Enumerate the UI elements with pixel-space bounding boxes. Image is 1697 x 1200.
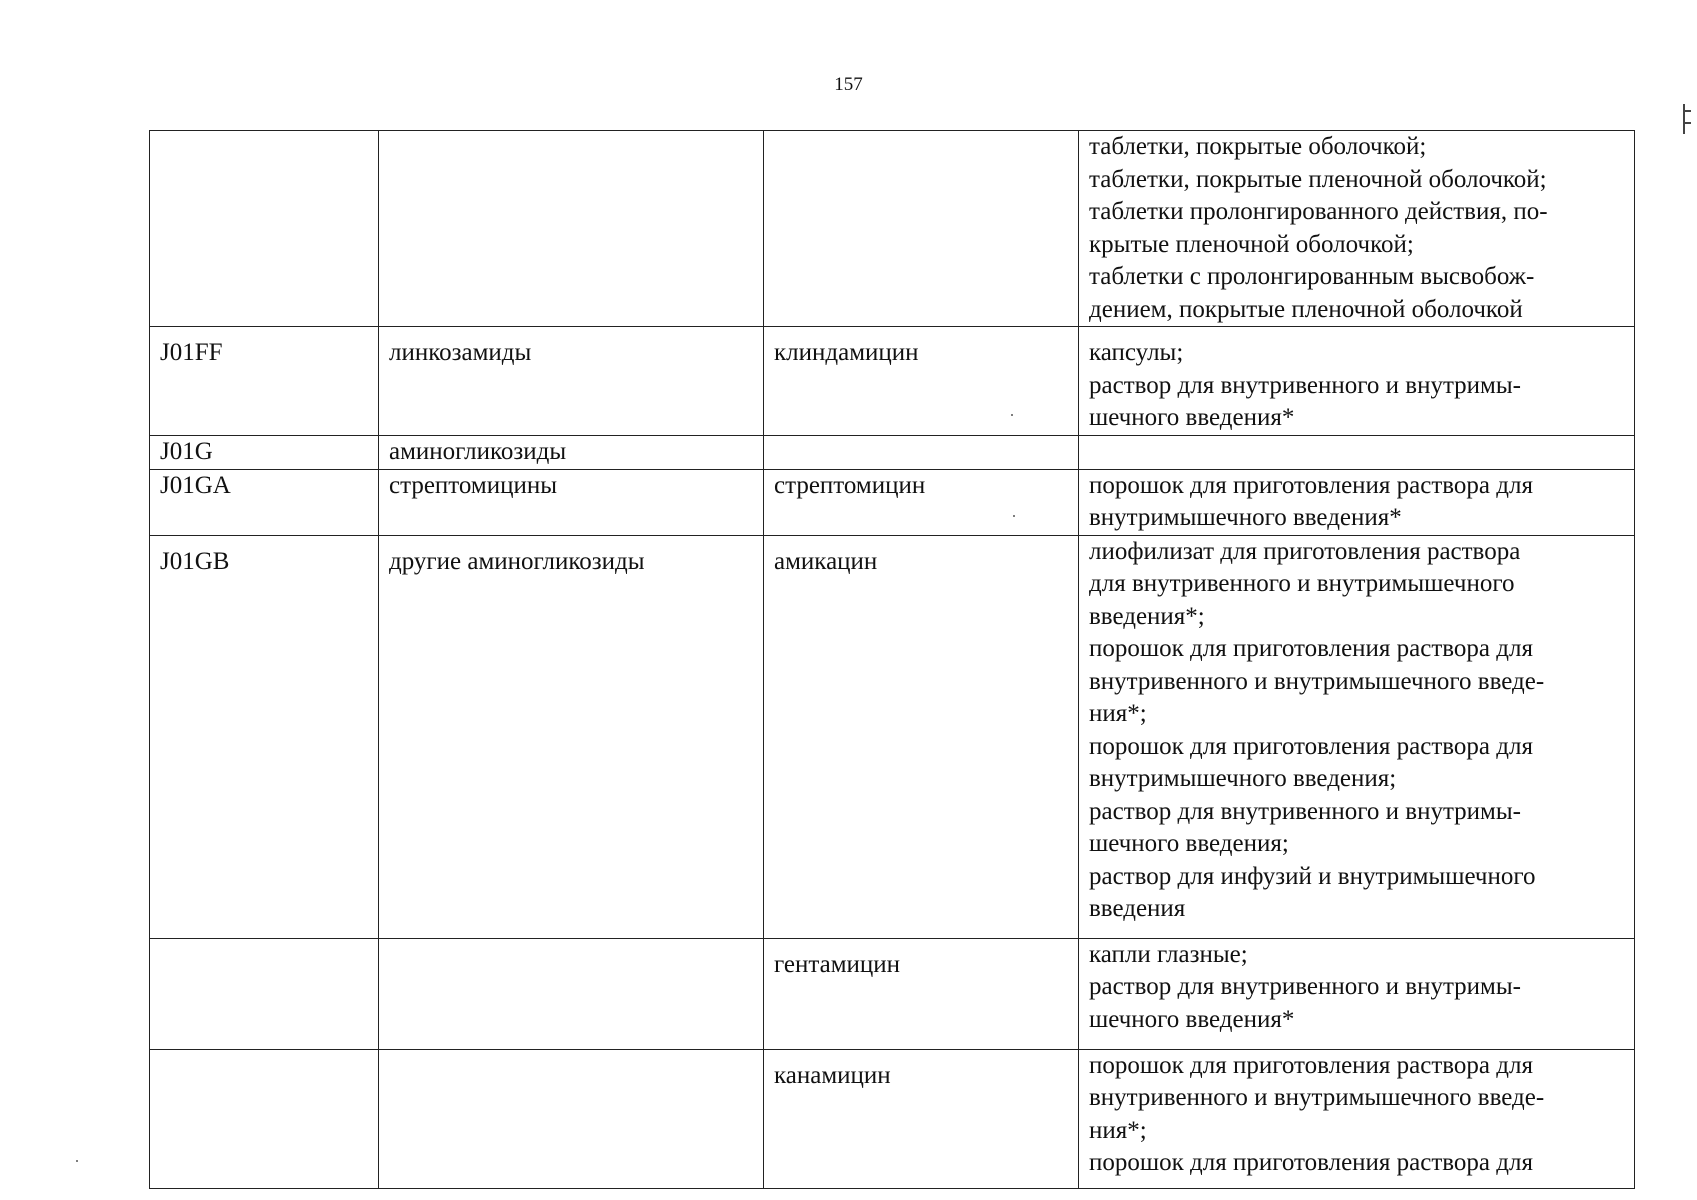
atc-code-cell (150, 131, 379, 327)
dosage-form-line: внутримышечного введения; (1089, 765, 1397, 792)
substance-cell: гентамицин (764, 938, 1079, 1049)
dosage-form-line: ния*; (1089, 700, 1147, 727)
dosage-form-line: таблетки, покрытые пленочной оболочкой; (1089, 165, 1547, 193)
table-row (150, 131, 1635, 327)
atc-code-cell: J01GA (150, 469, 379, 535)
dosage-form-line: раствор для внутривенного и внутримы- (1089, 973, 1521, 1000)
dosage-forms-cell (1079, 131, 1635, 327)
group-cell: другие аминогликозиды (379, 535, 764, 938)
dosage-form-line: порошок для приготовления раствора для (1089, 635, 1533, 662)
group-cell: стрептомицины (379, 469, 764, 535)
dosage-forms-cell (1079, 436, 1635, 470)
atc-code-cell (150, 1049, 379, 1188)
substance-cell (764, 436, 1079, 470)
dosage-form-line: лиофилизат для приготовления раствора (1089, 537, 1521, 565)
dosage-form-line: раствор для внутривенного и внутримы- (1089, 371, 1521, 399)
substance-cell: стрептомицин (764, 469, 1079, 535)
substance-cell (764, 131, 1079, 327)
substance-cell: канамицин (764, 1049, 1079, 1188)
scan-speck (76, 1160, 78, 1162)
dosage-form-line: для внутривенного и внутримышечного (1089, 570, 1515, 597)
group-cell: линкозамиды (379, 327, 764, 436)
table-row (150, 535, 1635, 938)
dosage-form-line: капсулы; (1089, 339, 1184, 366)
dosage-form-line: внутривенного и внутримышечного введе- (1089, 1084, 1545, 1111)
group-cell (379, 1049, 764, 1188)
dosage-form-line: введения*; (1089, 602, 1205, 630)
dosage-form-line: порошок для приготовления раствора для (1089, 471, 1533, 499)
dosage-forms-cell (1079, 938, 1635, 1049)
dosage-form-line: шечного введения* (1089, 404, 1295, 431)
atc-code-cell: J01GB (150, 535, 379, 938)
table-row (150, 469, 1635, 535)
dosage-form-line: ния*; (1089, 1116, 1147, 1144)
dosage-form-line: шечного введения; (1089, 830, 1289, 857)
atc-code-cell: J01G (150, 436, 379, 470)
substance-cell: амикацин (764, 535, 1079, 938)
dosage-form-line: раствор для инфузий и внутримышечного (1089, 862, 1536, 890)
table-row (150, 436, 1635, 470)
dosage-form-line: порошок для приготовления раствора для (1089, 1149, 1533, 1176)
dosage-form-line: капли глазные; (1089, 940, 1248, 968)
dosage-form-line: шечного введения* (1089, 1005, 1295, 1033)
group-cell (379, 938, 764, 1049)
table-row (150, 1049, 1635, 1188)
dosage-forms-cell (1079, 327, 1635, 436)
dosage-forms-cell (1079, 469, 1635, 535)
dosage-form-line: крытые пленочной оболочкой; (1089, 230, 1414, 258)
dosage-form-line: таблетки, покрытые оболочкой; (1089, 133, 1427, 160)
dosage-form-line: дением, покрытые пленочной оболочкой (1089, 295, 1523, 323)
table-row (150, 938, 1635, 1049)
page-number: 157 (834, 74, 863, 95)
dosage-forms-cell (1079, 535, 1635, 938)
dosage-form-line: таблетки с пролонгированным высвобож- (1089, 263, 1535, 290)
substance-cell: клиндамицин (764, 327, 1079, 436)
group-cell (379, 131, 764, 327)
group-cell: аминогликозиды (379, 436, 764, 470)
dosage-form-line: внутримышечного введения* (1089, 504, 1402, 531)
medicines-table (149, 130, 1635, 1189)
atc-code-cell (150, 938, 379, 1049)
dosage-forms-cell (1079, 1049, 1635, 1188)
atc-code-cell: J01FF (150, 327, 379, 436)
dosage-form-line: введения (1089, 895, 1186, 922)
margin-bracket-mark (1683, 104, 1691, 134)
dosage-form-line: порошок для приготовления раствора для (1089, 732, 1533, 760)
dosage-form-line: внутривенного и внутримышечного введе- (1089, 667, 1545, 695)
dosage-form-line: порошок для приготовления раствора для (1089, 1051, 1533, 1079)
dosage-form-line: таблетки пролонгированного действия, по- (1089, 198, 1548, 225)
table-row (150, 327, 1635, 436)
dosage-form-line: раствор для внутривенного и внутримы- (1089, 797, 1521, 825)
